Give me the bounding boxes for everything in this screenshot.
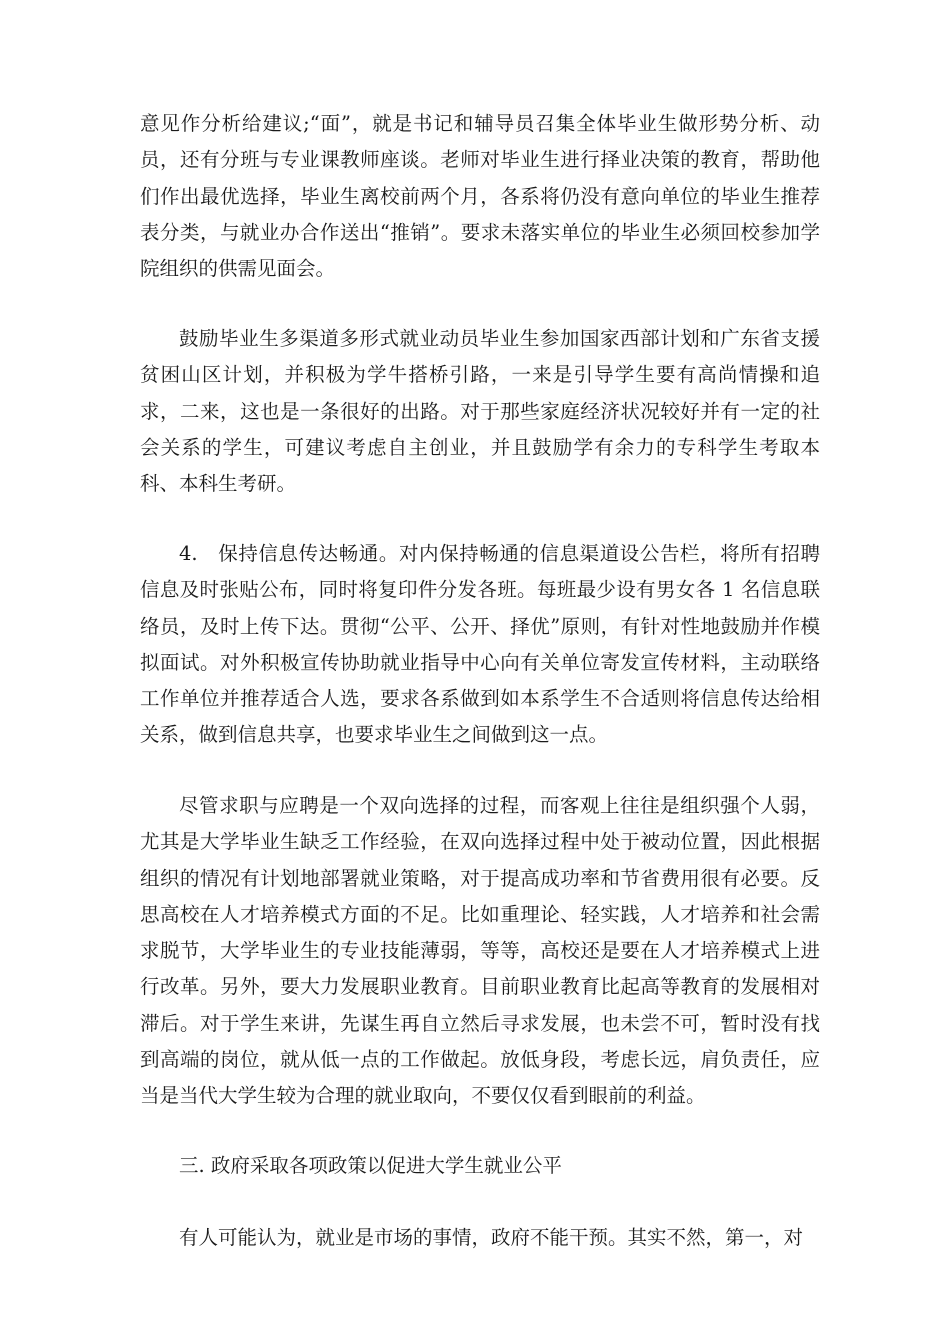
paragraph-job-strategy: 尽管求职与应聘是一个双向选择的过程，而客观上往往是组织强个人弱，尤其是大学毕业生缺乏工作经验，在双向选择过程中处于被动位置，因此根据组织的情况有计划地部署就业策略，对于提高成功率和节省费用很有必要。反思高校在人才培养模式方面的不足。比如重理论、轻实践，人才培养和社会需求脱节，大学毕业生的专业技能薄弱，等等，高校还是要在人才培养模式上进行改革。另外，要大力发展职业教育。目前职业教育比起高等教育的发展相对滞后。对于学生来讲，先谋生再自立然后寻求发展，也未尝不可，暂时没有找到高端的岗位，就从低一点的工作做起。放低身段，考虑长远，肩负责任，应当是当代大学生较为合理的就业取向，不要仅仅看到眼前的利益。 xyxy=(140,794,820,1108)
paragraph-info-flow: 4. 保持信息传达畅通。对内保持畅通的信息渠道设公告栏，将所有招聘信息及时张贴公布，同时将复印件分发各班。每班最少设有男女各 1 名信息联络员，及时上传下达。贯彻“公平、公开、择优”原则，有针对性地鼓励并作模拟面试。对外积极宣传协助就业指导中心向有关单位寄发宣传材料，主动联络工作单位并推荐适合人选，要求各系做到如本系学生不合适则将信息传达给相关系，做到信息共享，也要求毕业生之间做到这一点。 xyxy=(140,542,820,747)
paragraph-government-intervention: 有人可能认为，就业是市场的事情，政府不能干预。其实不然，第一，对 xyxy=(179,1226,804,1249)
section-heading-government-policy: 三. 政府采取各项政策以促进大学生就业公平 xyxy=(179,1154,562,1177)
paragraph-employment-channels: 鼓励毕业生多渠道多形式就业动员毕业生参加国家西部计划和广东省支援贫困山区计划，并积极为学牛搭桥引路，一来是引导学生要有高尚情操和追求，二来，这也是一条很好的出路。对于那些家庭经济状况较好并有一定的社会关系的学生，可建议考虑自主创业，并且鼓励学有余力的专科学生考取本科、本科生考研。 xyxy=(140,327,820,496)
paragraph-continuation: 意见作分析给建议;“面”，就是书记和辅导员召集全体毕业生做形势分析、动员，还有分班与专业课教师座谈。老师对毕业生进行择业决策的教育，帮助他们作出最优选择，毕业生离校前两个月，各系将仍没有意向单位的毕业生推荐表分类，与就业办合作送出“推销”。要求未落实单位的毕业生必须回校参加学院组织的供需见面会。 xyxy=(140,112,820,281)
